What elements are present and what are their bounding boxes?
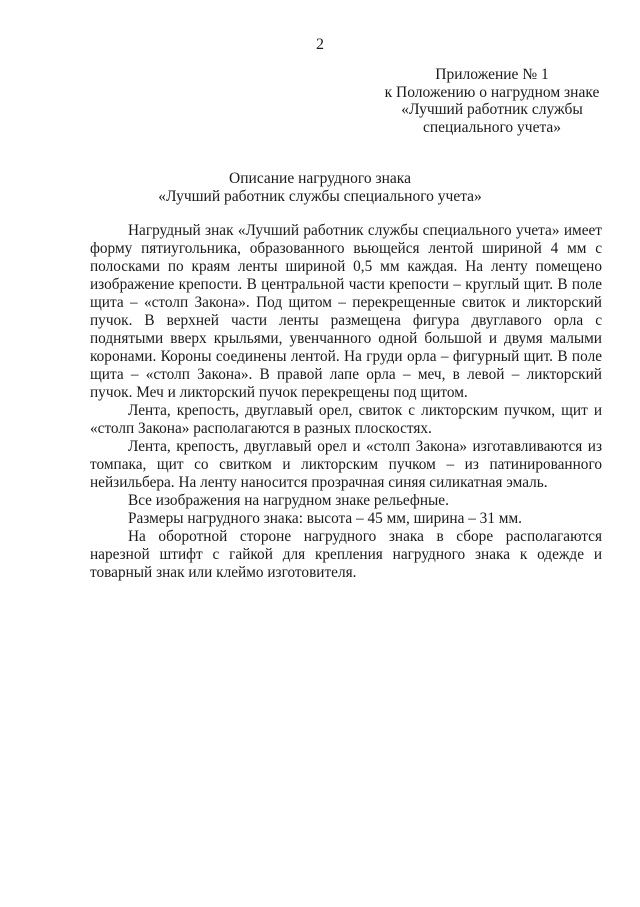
appendix-line-4: специального учета» [422, 118, 562, 136]
paragraph-dimensions: Размеры нагрудного знака: высота – 45 мм, ширина – 31 мм. [128, 510, 522, 527]
paragraph-relief: Все изображения на нагрудном знаке рельефные. [128, 492, 449, 509]
paragraph-reverse-side: На оборотной стороне нагрудного знака в сборе располагаются нарезной штифт с гайкой для крепления нагрудного знака к одежде и товарный знак или клеймо изготовителя. [90, 528, 602, 581]
page-number: 2 [316, 36, 324, 53]
document-title [0, 170, 640, 205]
title-line-2: «Лучший работник службы специального учета» [158, 187, 482, 205]
paragraph-planes: Лента, крепость, двуглавый орел, свиток с ликторским пучком, щит и «столп Закона» располагаются в разных плоскостях. [90, 402, 602, 437]
title-line-1: Описание нагрудного знака [229, 170, 411, 187]
appendix-line-3: «Лучший работник службы [401, 101, 583, 118]
appendix-header [372, 66, 612, 136]
appendix-line-2: к Положению о нагрудном знаке [384, 83, 600, 101]
appendix-line-1: Приложение № 1 [435, 66, 549, 83]
paragraph-description: Нагрудный знак «Лучший работник службы специального учета» имеет форму пятиугольника, образованного вьющейся лентой шириной 4 мм с полосками по краям ленты шириной 0,5 мм каждая. На ленту помещено изображение крепости. В центральной части крепости – круглый щит. В поле щита – «столп Закона». Под щитом – перекрещенные свиток и ликторский пучок. В верхней части ленты размещена фигура двуглавого орла с поднятыми вверх крыльями, увенчанного одной большой и двумя малыми коронами. Короны соединены лентой. На груди орла – фигурный щит. В поле щита – «столп Закона». В правой лапе орла – меч, в левой – ликторский пучок. Меч и ликторский пучок перекрещены под щитом. [90, 222, 602, 401]
paragraph-materials: Лента, крепость, двуглавый орел и «столп Закона» изготавливаются из томпака, щит со свитком и ликторским пучком – из патинированного нейзильбера. На ленту наносится прозрачная синяя силикатная эмаль. [90, 438, 602, 491]
document-body [90, 222, 602, 582]
